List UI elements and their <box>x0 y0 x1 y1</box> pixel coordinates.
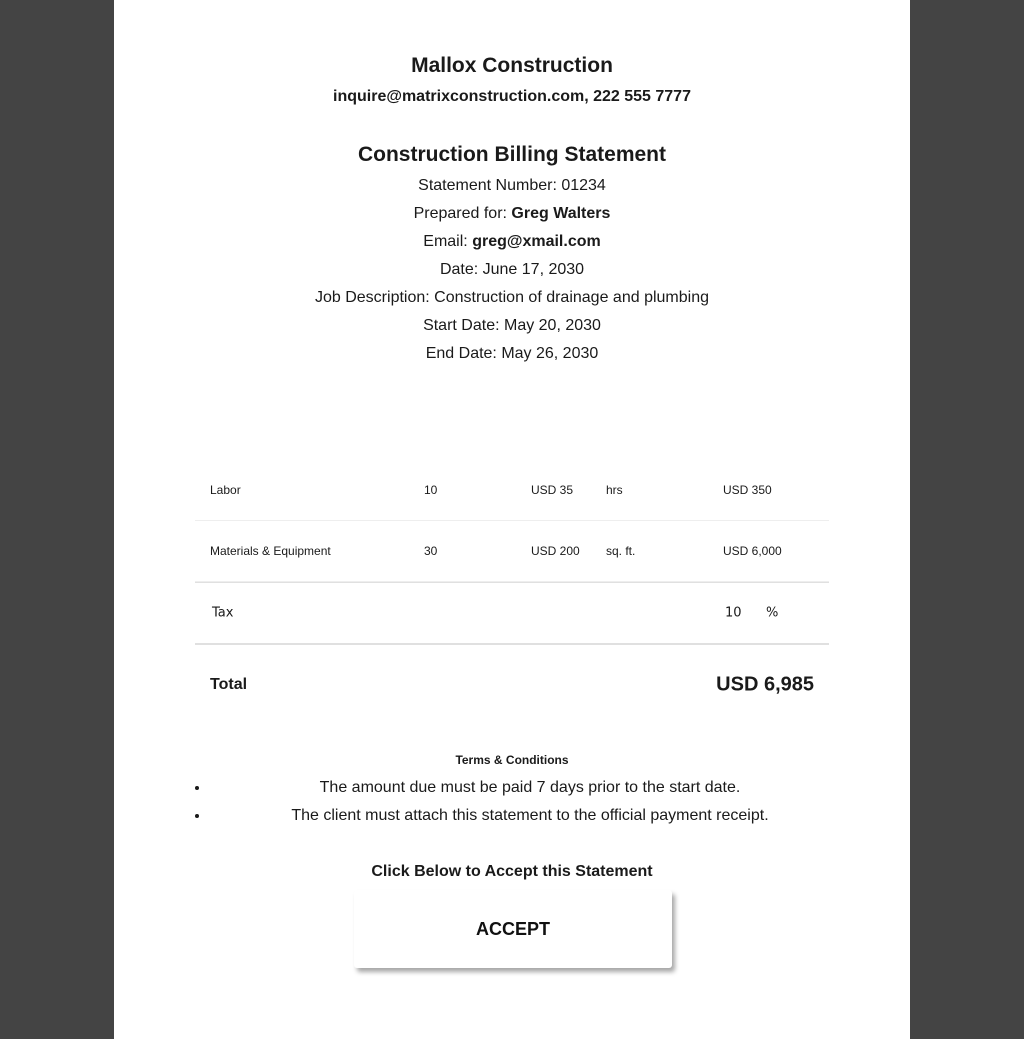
item-unit: sq. ft. <box>606 544 636 558</box>
job-description: Job Description: Construction of drainage and plumbing <box>314 289 709 306</box>
total-row <box>195 645 829 725</box>
item-qty: 30 <box>424 544 438 558</box>
item-name: Labor <box>210 483 241 497</box>
tax-value: 10 <box>725 605 742 621</box>
company-contact: inquire@matrixconstruction.com, 222 555 7777 <box>333 88 691 105</box>
company-name: Mallox Construction <box>411 54 613 77</box>
accept-heading: Click Below to Accept this Statement <box>371 863 653 880</box>
terms-item: • The amount due must be paid 7 days prior to the start date. <box>210 778 850 806</box>
terms-heading: Terms & Conditions <box>455 753 569 767</box>
statement-date: Date: June 17, 2030 <box>439 261 585 278</box>
item-qty: 10 <box>424 483 438 497</box>
item-rate: USD 200 <box>531 544 580 558</box>
start-date: Start Date: May 20, 2030 <box>423 317 601 334</box>
prepared-for <box>114 205 910 223</box>
item-unit: hrs <box>606 483 623 497</box>
total-label: Total <box>210 676 248 693</box>
tax-unit: % <box>766 605 779 621</box>
terms-list <box>210 778 850 834</box>
end-date: End Date: May 26, 2030 <box>425 345 599 362</box>
accept-button[interactable]: ACCEPT <box>354 890 672 968</box>
terms-item: • The client must attach this statement to the official payment receipt. <box>210 806 850 834</box>
email-value: greg@xmail.com <box>472 233 601 250</box>
statement-title: Construction Billing Statement <box>357 143 666 166</box>
table-row <box>195 460 829 521</box>
tax-row <box>195 582 829 645</box>
line-items-table <box>195 460 829 725</box>
statement-page <box>114 0 910 1039</box>
item-amount: USD 350 <box>723 483 772 497</box>
item-amount: USD 6,000 <box>723 544 782 558</box>
statement-number: Statement Number: 01234 <box>418 177 606 194</box>
item-rate: USD 35 <box>531 483 574 497</box>
client-name: Greg Walters <box>511 205 611 222</box>
prepared-for-label: Prepared for: <box>413 205 512 222</box>
tax-label: Tax <box>212 605 234 621</box>
item-name: Materials & Equipment <box>210 544 331 558</box>
table-row <box>195 521 829 582</box>
email-label: Email: <box>423 233 473 250</box>
client-email <box>114 233 910 251</box>
total-amount: USD 6,985 <box>716 673 814 696</box>
